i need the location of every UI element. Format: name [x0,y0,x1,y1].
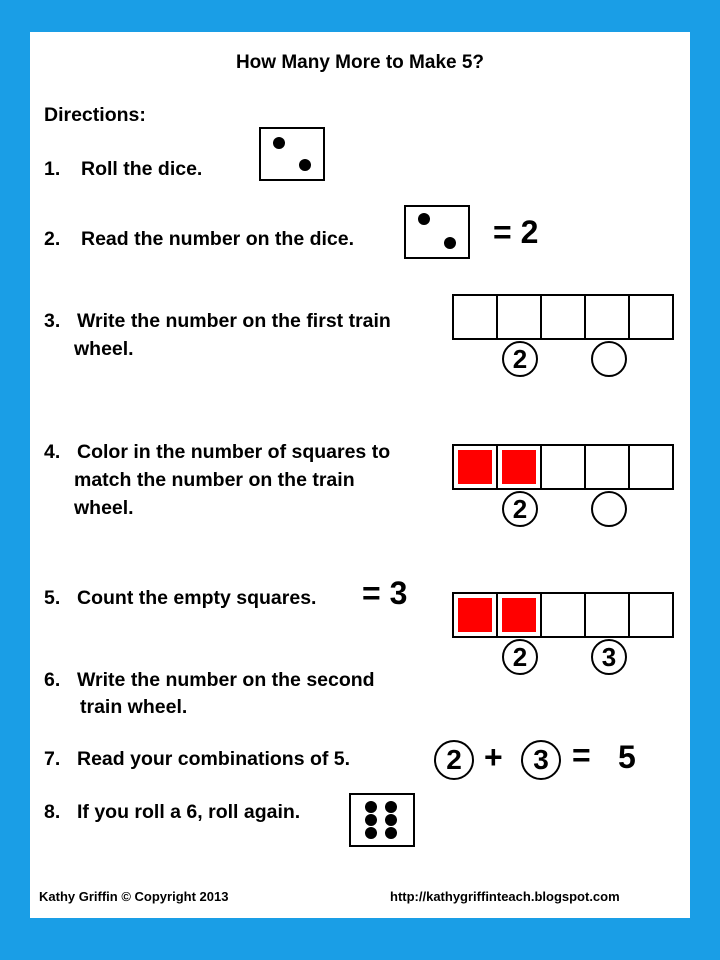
dice-six-icon [349,793,415,847]
step-1-number: 1. [44,158,61,180]
step-8-text: If you roll a 6, roll again. [77,801,301,823]
train-square [630,446,672,488]
dice-pip [273,137,285,149]
dice-pip [385,801,397,813]
step-4-line1: Color in the number of squares to [77,441,391,463]
train-square [542,446,586,488]
dice-value: = 2 [493,214,539,250]
directions-heading: Directions: [44,104,146,126]
equation-plus: + [484,739,503,775]
step-6-line1: Write the number on the second [77,669,375,691]
dice-two-icon [259,127,325,181]
step-3-line1: Write the number on the first train [77,310,391,332]
step-3-line2: wheel. [74,338,134,360]
step-1-text: Roll the dice. [81,158,203,180]
dice-pip [418,213,430,225]
train-square [542,296,586,338]
train-square-filled [454,594,498,636]
footer-url[interactable]: http://kathygriffinteach.blogspot.com [390,889,620,904]
second-train-wheel: 3 [591,639,627,675]
worksheet-page [30,32,690,918]
second-train-wheel-empty [591,491,627,527]
train-square [454,296,498,338]
dice-pip [365,801,377,813]
page-title: How Many More to Make 5? [235,52,485,73]
train-square [498,296,542,338]
equation-result: 5 [618,739,636,775]
step-6-line2: train wheel. [80,696,188,718]
step-4-line2: match the number on the train [74,469,355,491]
train-square [630,296,672,338]
equation-addend-a: 2 [434,740,474,780]
empty-count: = 3 [362,575,408,611]
dice-pip [299,159,311,171]
dice-two-icon [404,205,470,259]
train-square [586,296,630,338]
train-car-colored [452,592,674,638]
step-7-text: Read your combinations of 5. [77,748,351,770]
train-square [542,594,586,636]
step-7-number: 7. [44,748,61,770]
first-train-wheel: 2 [502,341,538,377]
dice-pip [385,827,397,839]
train-car-empty [452,294,674,340]
dice-pip [365,827,377,839]
train-square [586,446,630,488]
train-car-colored [452,444,674,490]
equation-equals: = [572,737,591,773]
train-square-filled [498,594,542,636]
step-5-number: 5. [44,587,61,609]
train-square [630,594,672,636]
train-square [586,594,630,636]
dice-pip [385,814,397,826]
first-train-wheel: 2 [502,491,538,527]
step-8-number: 8. [44,801,61,823]
step-3-number: 3. [44,310,61,332]
dice-pip [365,814,377,826]
step-2-number: 2. [44,228,61,250]
step-4-line3: wheel. [74,497,134,519]
step-6-number: 6. [44,669,61,691]
train-square-filled [454,446,498,488]
footer-copyright: Kathy Griffin © Copyright 2013 [39,889,229,904]
step-4-number: 4. [44,441,61,463]
first-train-wheel: 2 [502,639,538,675]
step-5-text: Count the empty squares. [77,587,317,609]
second-train-wheel-empty [591,341,627,377]
dice-pip [444,237,456,249]
step-2-text: Read the number on the dice. [81,228,355,250]
equation-addend-b: 3 [521,740,561,780]
train-square-filled [498,446,542,488]
